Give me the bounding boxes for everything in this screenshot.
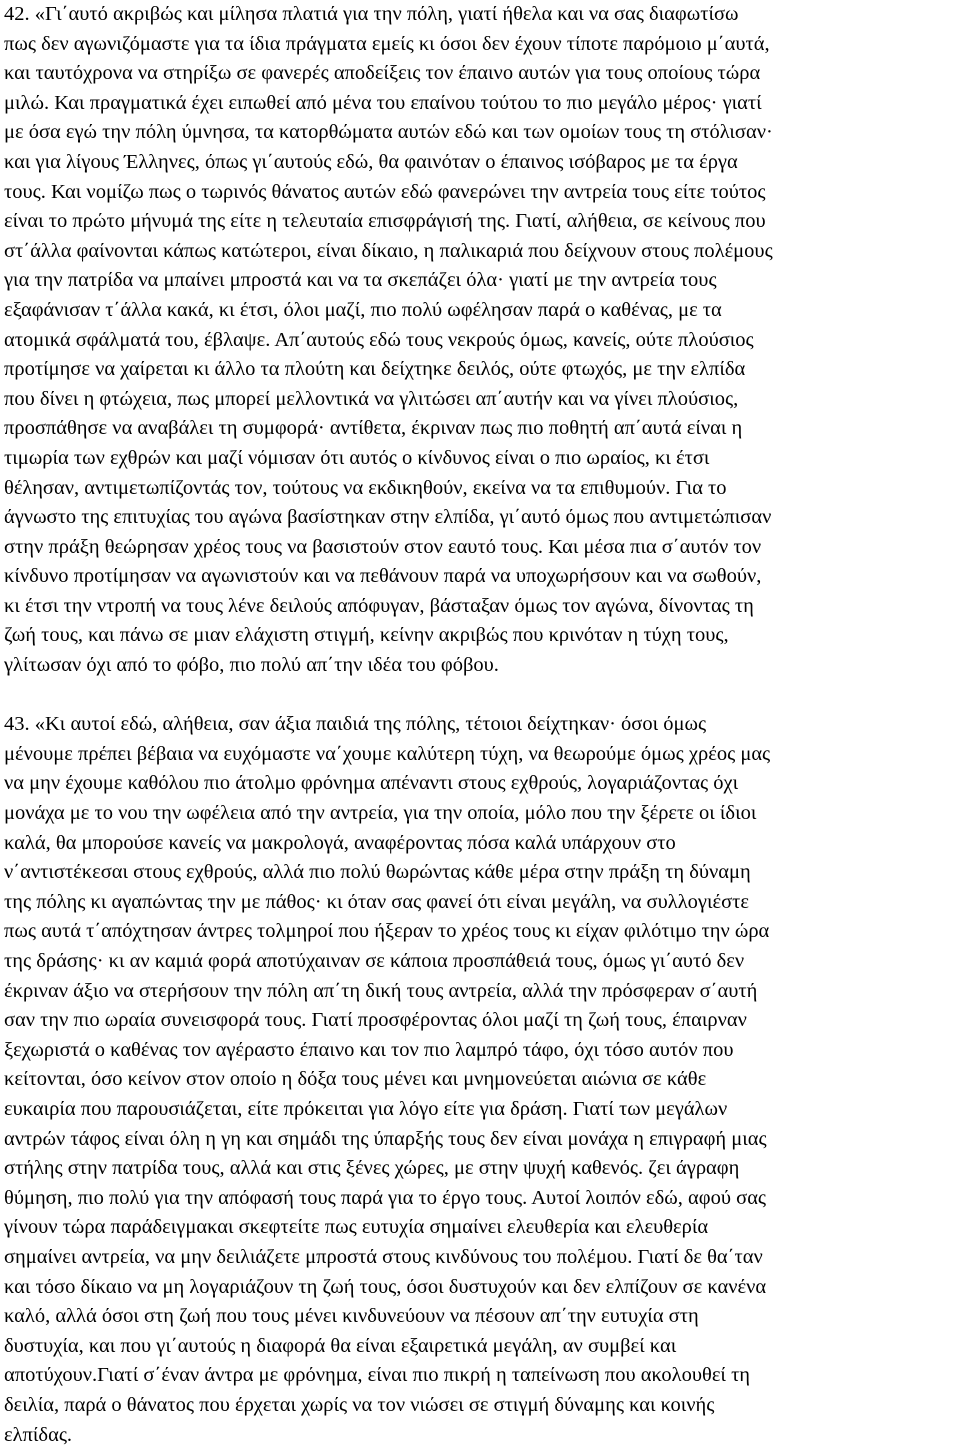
text-line: προτίμησε να χαίρεται κι άλλο τα πλούτη και δείχτηκε δειλός, ούτε φτωχός, με την ελπίδα	[4, 355, 956, 385]
text-line: να μην έχουμε καθόλου πιο άτολμο φρόνημα απέναντι στους εχθρούς, λογαριάζοντας όχι	[4, 769, 956, 799]
paragraph-gap	[4, 681, 956, 711]
text-line: της πόλης κι αγαπώντας την με πάθος· κι όταν σας φανεί ότι είναι μεγάλη, να συλλογιέστε	[4, 888, 956, 918]
text-line: τιμωρία των εχθρών και μαζί νόμισαν ότι αυτός ο κίνδυνος είναι ο πιο ωραίος, κι έτσι	[4, 444, 956, 474]
text-line: με όσα εγώ την πόλη ύμνησα, τα κατορθώματα αυτών εδώ και των ομοίων τους τη στόλισαν·	[4, 118, 956, 148]
text-line: σαν την πιο ωραία συνεισφορά τους. Γιατί προσφέροντας όλοι μαζί τη ζωή τους, έπαιρναν	[4, 1006, 956, 1036]
text-line: δειλία, παρά ο θάνατος που έρχεται χωρίς να τον νιώσει σε στιγμή δύναμης και κοινής	[4, 1391, 956, 1421]
text-line: πως δεν αγωνιζόμαστε για τα ίδια πράγματα εμείς κι όσοι δεν έχουν τίποτε παρόμοιο μ΄αυτά,	[4, 30, 956, 60]
text-line: στ΄άλλα φαίνονται κάπως κατώτεροι, είναι δίκαιο, η παλικαριά που δείχνουν στους πολέμους	[4, 237, 956, 267]
text-line: κι έτσι την ντροπή να τους λένε δειλούς απόφυγαν, βάσταξαν όμως τον αγώνα, δίνοντας τη	[4, 592, 956, 622]
text-line: ατομικά σφάλματά του, έβλαψε. Απ΄αυτούς εδώ τους νεκρούς όμως, κανείς, ούτε πλούσιος	[4, 326, 956, 356]
text-line: και τόσο δίκαιο να μη λογαριάζουν τη ζωή τους, όσοι δυστυχούν και δεν ελπίζουν σε κανένα	[4, 1273, 956, 1303]
text-line: θέλησαν, αντιμετωπίζοντάς τον, τούτους να εκδικηθούν, εκείνα να τα επιθυμούν. Για το	[4, 474, 956, 504]
text-line: ν΄αντιστέκεσαι στους εχθρούς, αλλά πιο πολύ θωρώντας κάθε μέρα στην πράξη τη δύναμη	[4, 858, 956, 888]
text-line: και για λίγους Έλληνες, όπως γι΄αυτούς εδώ, θα φαινόταν ο έπαινος ισόβαρος με τα έργα	[4, 148, 956, 178]
text-line: ζωή τους, και πάνω σε μιαν ελάχιστη στιγμή, κείνην ακριβώς που κρινόταν η τύχη τους,	[4, 621, 956, 651]
text-line: της δράσης· κι αν καμιά φορά αποτύχαιναν σε κάποια προσπάθειά τους, όμως γι΄αυτό δεν	[4, 947, 956, 977]
text-line: δυστυχία, και που γι΄αυτούς η διαφορά θα είναι εξαιρετικά μεγάλη, αν συμβεί και	[4, 1332, 956, 1362]
paragraph-43	[4, 710, 956, 1450]
text-line: που δίνει η φτώχεια, πως μπορεί μελλοντικά να γλιτώσει απ΄αυτήν και να γίνει πλούσιος,	[4, 385, 956, 415]
text-line: έκριναν άξιο να στερήσουν την πόλη απ΄τη δική τους αντρεία, αλλά την πρόσφεραν σ΄αυτή	[4, 977, 956, 1007]
text-line: ευκαιρία που παρουσιάζεται, είτε πρόκειται για λόγο είτε για δράση. Γιατί των μεγάλων	[4, 1095, 956, 1125]
text-line: 43. «Κι αυτοί εδώ, αλήθεια, σαν άξια παιδιά της πόλης, τέτοιοι δείχτηκαν· όσοι όμως	[4, 710, 956, 740]
text-line: γλίτωσαν όχι από το φόβο, πιο πολύ απ΄την ιδέα του φόβου.	[4, 651, 956, 681]
paragraph-42	[4, 0, 956, 681]
text-line: προσπάθησε να αναβάλει τη συμφορά· αντίθετα, έκριναν πως πιο ποθητή απ΄αυτά είναι η	[4, 414, 956, 444]
text-line: στήλης στην πατρίδα τους, αλλά και στις ξένες χώρες, με στην ψυχή καθενός. ζει άγραφη	[4, 1154, 956, 1184]
text-line: είναι το πρώτο μήνυμά της είτε η τελευταία επισφράγισή της. Γιατί, αλήθεια, σε κείνους που	[4, 207, 956, 237]
document-page	[4, 0, 956, 1450]
text-line: ελπίδας.	[4, 1421, 956, 1450]
text-line: τους. Και νομίζω πως ο τωρινός θάνατος αυτών εδώ φανερώνει την αντρεία τους είτε τούτος	[4, 178, 956, 208]
text-line: γίνουν τώρα παράδειγμακαι σκεφτείτε πως ευτυχία σημαίνει ελευθερία και ελευθερία	[4, 1213, 956, 1243]
text-line: 42. «Γι΄αυτό ακριβώς και μίλησα πλατιά για την πόλη, γιατί ήθελα και να σας διαφωτίσω	[4, 0, 956, 30]
text-line: σημαίνει αντρεία, να μην δειλιάζετε μπροστά στους κινδύνους του πολέμου. Γιατί δε θα΄ταν	[4, 1243, 956, 1273]
text-line: μένουμε πρέπει βέβαια να ευχόμαστε να΄χουμε καλύτερη τύχη, να θεωρούμε όμως χρέος μας	[4, 740, 956, 770]
text-line: στην πράξη θεώρησαν χρέος τους να βασιστούν στον εαυτό τους. Και μέσα πια σ΄αυτόν τον	[4, 533, 956, 563]
text-line: κείτονται, όσο κείνον στον οποίο η δόξα τους μένει και μνημονεύεται αιώνια σε κάθε	[4, 1065, 956, 1095]
text-line: πως αυτά τ΄απόχτησαν άντρες τολμηροί που ήξεραν το χρέος τους κι είχαν φιλότιμο την ώρα	[4, 917, 956, 947]
text-line: αντρών τάφος είναι όλη η γη και σημάδι της ύπαρξής τους δεν είναι μονάχα η επιγραφή μιας	[4, 1125, 956, 1155]
text-line: καλά, θα μπορούσε κανείς να μακρολογά, αναφέροντας πόσα καλά υπάρχουν στο	[4, 829, 956, 859]
text-line: καλό, αλλά όσοι στη ζωή που τους μένει κινδυνεύουν να πέσουν απ΄την ευτυχία στη	[4, 1302, 956, 1332]
text-line: ξεχωριστά ο καθένας τον αγέραστο έπαινο και τον πιο λαμπρό τάφο, όχι τόσο αυτόν που	[4, 1036, 956, 1066]
text-line: και ταυτόχρονα να στηρίξω σε φανερές αποδείξεις τον έπαινο αυτών για τους οποίους τώρα	[4, 59, 956, 89]
text-line: κίνδυνο προτίμησαν να αγωνιστούν και να πεθάνουν παρά να υποχωρήσουν και να σωθούν,	[4, 562, 956, 592]
text-line: για την πατρίδα να μπαίνει μπροστά και να τα σκεπάζει όλα· γιατί με την αντρεία τους	[4, 266, 956, 296]
text-line: αποτύχουν.Γιατί σ΄έναν άντρα με φρόνημα, είναι πιο πικρή η ταπείνωση που ακολουθεί τη	[4, 1361, 956, 1391]
text-line: εξαφάνισαν τ΄άλλα κακά, κι έτσι, όλοι μαζί, πιο πολύ ωφέλησαν παρά ο καθένας, με τα	[4, 296, 956, 326]
text-line: μονάχα με το νου την ωφέλεια από την αντρεία, για την οποία, μόλο που την ξέρετε οι ίδιοι	[4, 799, 956, 829]
text-line: θύμηση, πιο πολύ για την απόφασή τους παρά για το έργο τους. Αυτοί λοιπόν εδώ, αφού σας	[4, 1184, 956, 1214]
text-line: μιλώ. Και πραγματικά έχει ειπωθεί από μένα του επαίνου τούτου το πιο μεγάλο μέρος· γιατί	[4, 89, 956, 119]
text-line: άγνωστο της επιτυχίας του αγώνα βασίστηκαν στην ελπίδα, γι΄αυτό όμως που αντιμετώπισαν	[4, 503, 956, 533]
